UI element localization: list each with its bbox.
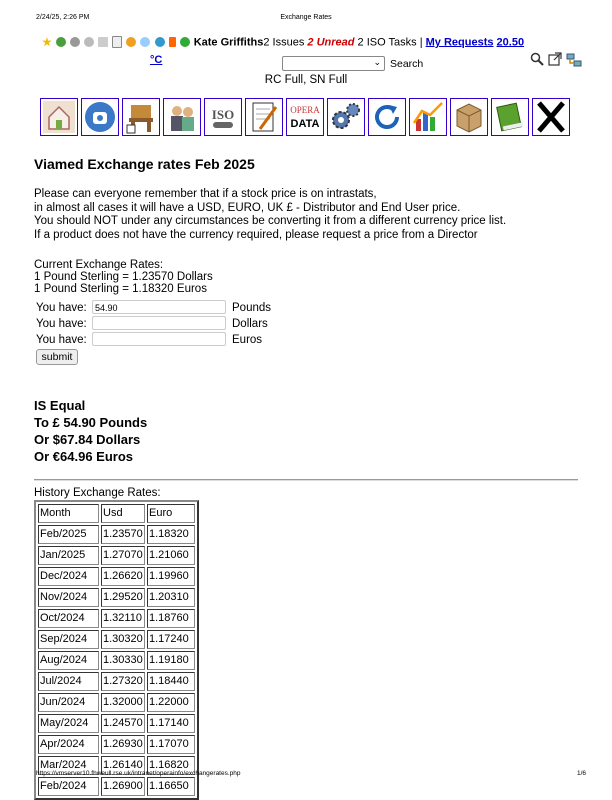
gear-icon[interactable] (84, 37, 94, 47)
table-row (38, 609, 195, 628)
header-usd: Usd (101, 504, 145, 523)
print-datetime: 2/24/25, 2:26 PM (36, 14, 90, 21)
month-cell: Sep/2024 (38, 630, 99, 649)
table-row (38, 567, 195, 586)
close-icon[interactable] (532, 98, 570, 136)
euro-cell: 1.17070 (147, 735, 195, 754)
search-button[interactable]: Search (390, 58, 424, 70)
usd-cell: 1.24570 (101, 714, 145, 733)
month-cell: Jul/2024 (38, 672, 99, 691)
money-bag-icon[interactable] (180, 37, 190, 47)
usd-cell: 1.30320 (101, 630, 145, 649)
data-text: DATA (290, 118, 320, 130)
euro-cell: 1.18320 (147, 525, 195, 544)
search-select[interactable] (282, 56, 385, 71)
dollars-input[interactable] (92, 316, 226, 330)
globe-icon[interactable] (56, 37, 66, 47)
you-have-label: You have: (36, 302, 87, 314)
month-cell: Apr/2024 (38, 735, 99, 754)
iso-text: ISO (211, 107, 235, 122)
history-title: History Exchange Rates: (34, 487, 161, 499)
my-requests-link[interactable]: My Requests (425, 36, 494, 49)
usd-cell: 1.26620 (101, 567, 145, 586)
usd-cell: 1.26900 (101, 777, 145, 796)
usd-cell: 1.29520 (101, 588, 145, 607)
chart-icon[interactable] (409, 98, 447, 136)
result-line: IS Equal (34, 398, 86, 413)
euro-cell: 1.17140 (147, 714, 195, 733)
month-cell: Mar/2024 (38, 756, 99, 775)
top-status-bar (42, 36, 582, 49)
temperature-unit: °C (150, 54, 163, 66)
current-rates-title: Current Exchange Rates: (34, 259, 164, 271)
table-row (38, 546, 195, 565)
usd-cell: 1.26140 (101, 756, 145, 775)
result-pounds: To £ 54.90 Pounds (34, 415, 148, 430)
wave-icon[interactable] (155, 37, 165, 47)
result-dollars: Or $67.84 Dollars (34, 432, 141, 447)
temperature: 20.50 (496, 36, 525, 49)
table-row (38, 651, 195, 670)
table-header-row (38, 504, 195, 523)
opera-text: OPERA (290, 105, 320, 115)
magnifier-icon[interactable] (530, 52, 544, 66)
print-url: https://vmserver10.fhweull.rse.uk/intranet/operainfo/exchangerates.php (36, 770, 241, 777)
grid-icon[interactable] (98, 37, 108, 47)
usd-cell: 1.32000 (101, 693, 145, 712)
book-icon[interactable] (491, 98, 529, 136)
euros-label: Euros (232, 334, 263, 346)
eur-rate: 1 Pound Sterling = 1.18320 Euros (34, 283, 207, 295)
table-row (38, 714, 195, 733)
month-cell: May/2024 (38, 714, 99, 733)
month-cell: Oct/2024 (38, 609, 99, 628)
notice-text (34, 188, 594, 242)
notice-line: You should NOT under any circumstances be converting it from a different currency price list. (34, 215, 507, 227)
pounds-label: Pounds (232, 302, 272, 314)
table-row (38, 693, 195, 712)
month-cell: Aug/2024 (38, 651, 99, 670)
print-title: Exchange Rates (280, 14, 332, 21)
network-icon[interactable] (566, 52, 582, 68)
refresh-icon[interactable] (368, 98, 406, 136)
usd-cell: 1.23570 (101, 525, 145, 544)
month-cell: Feb/2025 (38, 525, 99, 544)
table-row (38, 735, 195, 754)
chevron-down-icon: ⌄ (373, 57, 381, 67)
euro-cell: 1.19180 (147, 651, 195, 670)
usd-cell: 1.30330 (101, 651, 145, 670)
notice-line: Please can everyone remember that if a stock price is on intrastats, (34, 188, 377, 200)
history-table (34, 500, 199, 800)
issues-count[interactable]: 2 Issues (263, 36, 305, 49)
you-have-label: You have: (36, 334, 87, 346)
notice-line: in almost all cases it will have a USD, EURO, UK £ - Distributor and End User price. (34, 201, 461, 214)
euros-input[interactable] (92, 332, 226, 346)
opera-data-icon[interactable] (286, 98, 324, 136)
month-cell: Nov/2024 (38, 588, 99, 607)
euro-cell: 1.18440 (147, 672, 195, 691)
cog-icon[interactable] (70, 37, 80, 47)
euro-cell: 1.20310 (147, 588, 195, 607)
header-euro: Euro (147, 504, 195, 523)
you-have-label: You have: (36, 318, 87, 330)
help-icon[interactable] (126, 37, 136, 47)
month-cell: Jun/2024 (38, 693, 99, 712)
euro-cell: 1.19960 (147, 567, 195, 586)
month-cell: Dec/2024 (38, 567, 99, 586)
table-row (38, 588, 195, 607)
result-euros: Or €64.96 Euros (34, 449, 133, 464)
page-title: Viamed Exchange rates Feb 2025 (34, 156, 255, 172)
gears-icon[interactable] (327, 98, 365, 136)
iso-tasks[interactable]: 2 ISO Tasks | (357, 36, 423, 49)
quick-icons (42, 36, 191, 49)
user-name[interactable]: Kate Griffiths (193, 36, 264, 49)
euro-cell: 1.18760 (147, 609, 195, 628)
usd-cell: 1.26930 (101, 735, 145, 754)
table-row (38, 777, 195, 796)
divider (34, 479, 578, 481)
home-icon[interactable] (40, 98, 78, 136)
euro-cell: 1.21060 (147, 546, 195, 565)
conversion-result (34, 397, 147, 465)
notepad-icon[interactable] (245, 98, 283, 136)
usd-rate: 1 Pound Sterling = 1.23570 Dollars (34, 271, 213, 283)
print-page: 1/6 (576, 770, 586, 777)
table-row (38, 630, 195, 649)
connection-status: RC Full, SN Full (264, 74, 348, 86)
desk-icon[interactable] (122, 98, 160, 136)
month-cell: Jan/2025 (38, 546, 99, 565)
euro-cell: 1.22000 (147, 693, 195, 712)
box-icon[interactable] (450, 98, 488, 136)
month-cell: Feb/2024 (38, 777, 99, 796)
submit-button[interactable]: submit (36, 349, 78, 365)
table-row (38, 525, 195, 544)
notice-line: If a product does not have the currency required, please request a price from a Director (34, 228, 478, 241)
usd-cell: 1.27070 (101, 546, 145, 565)
unread-count[interactable]: 2 Unread (307, 36, 355, 49)
euro-cell: 1.17240 (147, 630, 195, 649)
usd-cell: 1.27320 (101, 672, 145, 691)
phone-icon[interactable] (81, 98, 119, 136)
star-icon[interactable] (42, 37, 52, 47)
link-icon[interactable] (140, 37, 150, 47)
document-icon[interactable] (112, 36, 122, 48)
current-rates (34, 259, 594, 295)
iso-icon[interactable] (204, 98, 242, 136)
pounds-input[interactable]: 54.90 (92, 300, 226, 314)
header-month: Month (38, 504, 99, 523)
table-row (38, 672, 195, 691)
dollars-label: Dollars (232, 318, 268, 330)
usd-cell: 1.32110 (101, 609, 145, 628)
external-link-icon[interactable] (548, 52, 562, 66)
edit-icon[interactable] (169, 37, 176, 47)
users-icon[interactable] (163, 98, 201, 136)
euro-cell: 1.16820 (147, 756, 195, 775)
euro-cell: 1.16650 (147, 777, 195, 796)
